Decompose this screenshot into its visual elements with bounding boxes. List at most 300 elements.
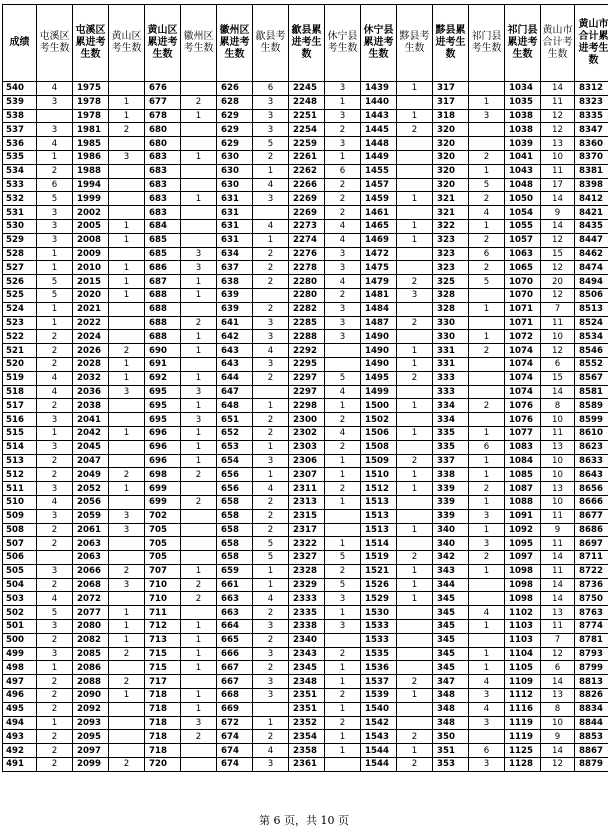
table-cell: 1490 bbox=[361, 330, 397, 344]
table-row bbox=[3, 137, 608, 151]
table-cell: 5 bbox=[37, 288, 73, 302]
table-cell: 2008 bbox=[73, 233, 109, 247]
column-header: 祁门县考生数 bbox=[469, 5, 505, 82]
table-cell: 3 bbox=[469, 758, 505, 772]
table-cell: 656 bbox=[217, 468, 253, 482]
table-cell: 3 bbox=[325, 592, 361, 606]
table-cell: 2 bbox=[37, 702, 73, 716]
table-row bbox=[3, 620, 608, 634]
table-cell: 2024 bbox=[73, 330, 109, 344]
table-cell bbox=[181, 357, 217, 371]
table-cell: 2 bbox=[325, 689, 361, 703]
table-cell bbox=[181, 206, 217, 220]
table-row bbox=[3, 606, 608, 620]
table-cell: 1 bbox=[37, 302, 73, 316]
table-cell: 1109 bbox=[505, 675, 541, 689]
table-cell: 345 bbox=[433, 620, 469, 634]
table-cell: 331 bbox=[433, 357, 469, 371]
table-row bbox=[3, 440, 608, 454]
table-cell: 11 bbox=[541, 537, 575, 551]
score-cell: 520 bbox=[3, 357, 37, 371]
table-cell: 328 bbox=[433, 302, 469, 316]
table-cell: 687 bbox=[145, 275, 181, 289]
table-cell: 654 bbox=[217, 454, 253, 468]
table-cell: 2061 bbox=[73, 523, 109, 537]
table-cell: 2315 bbox=[289, 509, 325, 523]
table-cell: 1445 bbox=[361, 123, 397, 137]
table-row bbox=[3, 150, 608, 164]
table-cell: 683 bbox=[145, 192, 181, 206]
table-cell: 12 bbox=[541, 261, 575, 275]
table-cell: 1 bbox=[253, 468, 289, 482]
table-cell: 325 bbox=[433, 275, 469, 289]
table-cell: 2 bbox=[469, 150, 505, 164]
table-cell bbox=[109, 440, 145, 454]
table-cell: 1457 bbox=[361, 178, 397, 192]
score-cell: 513 bbox=[3, 454, 37, 468]
table-cell: 651 bbox=[217, 413, 253, 427]
table-cell: 3 bbox=[253, 675, 289, 689]
table-cell bbox=[109, 316, 145, 330]
table-cell: 1443 bbox=[361, 109, 397, 123]
table-cell: 658 bbox=[217, 523, 253, 537]
table-cell: 2026 bbox=[73, 344, 109, 358]
table-cell: 4 bbox=[37, 592, 73, 606]
table-cell: 658 bbox=[217, 551, 253, 565]
table-cell: 2 bbox=[109, 344, 145, 358]
table-cell: 334 bbox=[433, 399, 469, 413]
table-cell: 3 bbox=[253, 316, 289, 330]
table-cell: 8853 bbox=[575, 730, 608, 744]
table-cell: 8750 bbox=[575, 592, 608, 606]
table-cell: 1104 bbox=[505, 647, 541, 661]
table-cell: 710 bbox=[145, 592, 181, 606]
table-cell: 644 bbox=[217, 371, 253, 385]
table-row bbox=[3, 744, 608, 758]
table-cell bbox=[181, 675, 217, 689]
table-cell: 1105 bbox=[505, 661, 541, 675]
table-cell: 1 bbox=[397, 344, 433, 358]
table-cell: 699 bbox=[145, 482, 181, 496]
table-cell: 3 bbox=[469, 109, 505, 123]
table-cell: 1 bbox=[469, 330, 505, 344]
table-row bbox=[3, 385, 608, 399]
table-cell: 3 bbox=[253, 109, 289, 123]
table-cell: 8610 bbox=[575, 426, 608, 440]
table-cell: 1 bbox=[397, 233, 433, 247]
table-cell bbox=[109, 537, 145, 551]
table-cell: 2333 bbox=[289, 592, 325, 606]
score-cell: 512 bbox=[3, 468, 37, 482]
score-cell: 503 bbox=[3, 592, 37, 606]
table-cell: 2280 bbox=[289, 288, 325, 302]
table-cell bbox=[109, 716, 145, 730]
column-header: 休宁县累进考生数 bbox=[361, 5, 397, 82]
table-cell: 1 bbox=[469, 564, 505, 578]
table-cell: 1 bbox=[325, 744, 361, 758]
table-cell: 664 bbox=[217, 620, 253, 634]
table-cell: 333 bbox=[433, 371, 469, 385]
table-cell: 629 bbox=[217, 123, 253, 137]
table-cell: 2038 bbox=[73, 399, 109, 413]
score-cell: 507 bbox=[3, 537, 37, 551]
table-cell: 1 bbox=[325, 399, 361, 413]
table-cell bbox=[181, 137, 217, 151]
table-cell: 2 bbox=[469, 482, 505, 496]
table-cell: 17 bbox=[541, 178, 575, 192]
table-cell: 631 bbox=[217, 219, 253, 233]
table-cell: 680 bbox=[145, 137, 181, 151]
table-cell: 2311 bbox=[289, 482, 325, 496]
table-cell: 1039 bbox=[505, 137, 541, 151]
table-cell: 641 bbox=[217, 316, 253, 330]
table-cell: 1495 bbox=[361, 371, 397, 385]
table-cell: 348 bbox=[433, 716, 469, 730]
table-cell: 1 bbox=[253, 564, 289, 578]
table-cell: 8623 bbox=[575, 440, 608, 454]
table-cell: 1 bbox=[469, 426, 505, 440]
table-cell: 674 bbox=[217, 744, 253, 758]
table-cell: 320 bbox=[433, 178, 469, 192]
table-cell: 2020 bbox=[73, 288, 109, 302]
table-cell: 3 bbox=[181, 716, 217, 730]
table-cell: 4 bbox=[37, 82, 73, 96]
table-row bbox=[3, 730, 608, 744]
table-cell: 1 bbox=[469, 523, 505, 537]
table-cell: 1487 bbox=[361, 316, 397, 330]
table-cell: 4 bbox=[469, 606, 505, 620]
table-cell: 2063 bbox=[73, 537, 109, 551]
table-cell: 2 bbox=[469, 399, 505, 413]
column-header: 黄山区累进考生数 bbox=[145, 5, 181, 82]
table-cell: 2093 bbox=[73, 716, 109, 730]
table-cell: 4 bbox=[469, 675, 505, 689]
table-cell: 1 bbox=[109, 426, 145, 440]
table-cell: 688 bbox=[145, 330, 181, 344]
column-header: 黟县考生数 bbox=[397, 5, 433, 82]
table-cell: 685 bbox=[145, 233, 181, 247]
table-cell: 2 bbox=[253, 661, 289, 675]
table-cell: 1 bbox=[469, 95, 505, 109]
table-cell: 1038 bbox=[505, 109, 541, 123]
table-cell bbox=[109, 399, 145, 413]
table-cell: 2 bbox=[469, 233, 505, 247]
score-cell: 517 bbox=[3, 399, 37, 413]
table-row bbox=[3, 689, 608, 703]
table-cell: 345 bbox=[433, 592, 469, 606]
table-cell: 2022 bbox=[73, 316, 109, 330]
table-cell: 1 bbox=[325, 495, 361, 509]
table-cell: 2 bbox=[397, 316, 433, 330]
table-cell: 13 bbox=[541, 689, 575, 703]
table-cell: 331 bbox=[433, 344, 469, 358]
table-cell: 2248 bbox=[289, 95, 325, 109]
table-row bbox=[3, 261, 608, 275]
score-cell: 514 bbox=[3, 440, 37, 454]
score-cell: 533 bbox=[3, 178, 37, 192]
table-cell: 1512 bbox=[361, 482, 397, 496]
table-cell: 1 bbox=[181, 454, 217, 468]
table-cell: 1455 bbox=[361, 164, 397, 178]
table-cell: 2 bbox=[253, 606, 289, 620]
table-cell: 1 bbox=[37, 316, 73, 330]
table-cell: 1035 bbox=[505, 95, 541, 109]
table-cell: 658 bbox=[217, 495, 253, 509]
table-cell: 2086 bbox=[73, 661, 109, 675]
table-cell: 1034 bbox=[505, 82, 541, 96]
table-cell: 2297 bbox=[289, 371, 325, 385]
table-cell: 666 bbox=[217, 647, 253, 661]
column-header: 徽州区累进考生数 bbox=[217, 5, 253, 82]
table-cell: 1074 bbox=[505, 357, 541, 371]
table-cell: 1095 bbox=[505, 537, 541, 551]
table-cell: 1074 bbox=[505, 385, 541, 399]
table-cell: 2 bbox=[181, 468, 217, 482]
table-cell: 3 bbox=[37, 95, 73, 109]
table-cell bbox=[397, 606, 433, 620]
table-cell: 1 bbox=[109, 357, 145, 371]
table-cell: 1 bbox=[253, 164, 289, 178]
table-cell: 340 bbox=[433, 537, 469, 551]
table-cell: 6 bbox=[469, 744, 505, 758]
table-cell: 1 bbox=[109, 482, 145, 496]
table-cell: 2307 bbox=[289, 468, 325, 482]
table-cell: 1 bbox=[325, 150, 361, 164]
table-cell: 3 bbox=[181, 385, 217, 399]
score-cell: 505 bbox=[3, 564, 37, 578]
table-cell: 323 bbox=[433, 261, 469, 275]
table-cell: 1 bbox=[109, 109, 145, 123]
table-row bbox=[3, 344, 608, 358]
table-cell bbox=[253, 288, 289, 302]
table-cell bbox=[325, 633, 361, 647]
table-cell: 2269 bbox=[289, 206, 325, 220]
table-cell: 8781 bbox=[575, 633, 608, 647]
table-cell: 1 bbox=[37, 247, 73, 261]
table-cell: 2335 bbox=[289, 606, 325, 620]
table-cell: 8581 bbox=[575, 385, 608, 399]
table-cell: 2 bbox=[469, 551, 505, 565]
table-cell: 1513 bbox=[361, 523, 397, 537]
table-cell: 321 bbox=[433, 192, 469, 206]
column-header: 黟县累进考生数 bbox=[433, 5, 469, 82]
table-cell: 6 bbox=[253, 82, 289, 96]
table-row bbox=[3, 675, 608, 689]
table-cell: 1077 bbox=[505, 426, 541, 440]
table-cell: 698 bbox=[145, 468, 181, 482]
table-cell: 11 bbox=[541, 95, 575, 109]
table-cell: 1519 bbox=[361, 551, 397, 565]
table-cell: 2036 bbox=[73, 385, 109, 399]
table-cell: 2 bbox=[325, 192, 361, 206]
table-cell: 1448 bbox=[361, 137, 397, 151]
table-cell bbox=[109, 247, 145, 261]
table-row bbox=[3, 95, 608, 109]
table-cell: 665 bbox=[217, 633, 253, 647]
table-cell: 10 bbox=[541, 495, 575, 509]
score-cell: 519 bbox=[3, 371, 37, 385]
table-cell: 2068 bbox=[73, 578, 109, 592]
table-cell: 2 bbox=[37, 164, 73, 178]
table-cell bbox=[181, 219, 217, 233]
table-cell: 330 bbox=[433, 316, 469, 330]
table-cell: 2292 bbox=[289, 344, 325, 358]
score-cell: 509 bbox=[3, 509, 37, 523]
table-cell: 3 bbox=[109, 578, 145, 592]
table-cell: 718 bbox=[145, 702, 181, 716]
table-cell: 1440 bbox=[361, 95, 397, 109]
table-cell bbox=[397, 261, 433, 275]
table-cell bbox=[469, 371, 505, 385]
table-cell: 1 bbox=[37, 426, 73, 440]
table-cell: 3 bbox=[37, 219, 73, 233]
table-cell: 335 bbox=[433, 440, 469, 454]
table-cell: 1533 bbox=[361, 633, 397, 647]
table-row bbox=[3, 702, 608, 716]
table-cell: 688 bbox=[145, 288, 181, 302]
table-cell: 348 bbox=[433, 689, 469, 703]
table-cell: 1 bbox=[397, 399, 433, 413]
score-cell: 504 bbox=[3, 578, 37, 592]
table-cell: 1544 bbox=[361, 744, 397, 758]
table-cell: 685 bbox=[145, 247, 181, 261]
table-cell bbox=[397, 495, 433, 509]
table-cell: 678 bbox=[145, 109, 181, 123]
table-cell: 2 bbox=[325, 413, 361, 427]
table-cell: 639 bbox=[217, 288, 253, 302]
table-cell: 1 bbox=[397, 564, 433, 578]
table-cell: 715 bbox=[145, 661, 181, 675]
table-cell: 2 bbox=[109, 675, 145, 689]
table-cell: 1 bbox=[181, 399, 217, 413]
table-cell: 2340 bbox=[289, 633, 325, 647]
table-cell: 2056 bbox=[73, 495, 109, 509]
table-cell: 2302 bbox=[289, 426, 325, 440]
table-cell: 1 bbox=[253, 233, 289, 247]
table-row bbox=[3, 178, 608, 192]
table-row bbox=[3, 82, 608, 96]
table-cell: 2090 bbox=[73, 689, 109, 703]
table-cell: 1 bbox=[397, 426, 433, 440]
table-cell: 1125 bbox=[505, 744, 541, 758]
table-cell: 3 bbox=[109, 509, 145, 523]
table-cell: 2254 bbox=[289, 123, 325, 137]
table-cell: 2047 bbox=[73, 454, 109, 468]
table-cell: 8546 bbox=[575, 344, 608, 358]
score-cell: 518 bbox=[3, 385, 37, 399]
table-cell: 720 bbox=[145, 758, 181, 772]
table-cell: 2 bbox=[181, 592, 217, 606]
table-cell bbox=[109, 302, 145, 316]
table-cell: 350 bbox=[433, 730, 469, 744]
table-cell: 8435 bbox=[575, 219, 608, 233]
table-cell: 1 bbox=[253, 578, 289, 592]
table-cell: 8447 bbox=[575, 233, 608, 247]
table-cell: 3 bbox=[37, 620, 73, 634]
table-cell: 3 bbox=[37, 564, 73, 578]
table-cell: 2 bbox=[253, 275, 289, 289]
table-cell: 318 bbox=[433, 109, 469, 123]
table-cell bbox=[253, 385, 289, 399]
score-cell: 506 bbox=[3, 551, 37, 565]
table-cell: 1 bbox=[181, 275, 217, 289]
table-cell: 1 bbox=[181, 371, 217, 385]
table-cell: 3 bbox=[37, 440, 73, 454]
table-cell: 2 bbox=[37, 399, 73, 413]
table-cell: 3 bbox=[397, 288, 433, 302]
table-cell bbox=[397, 620, 433, 634]
table-cell: 15 bbox=[541, 247, 575, 261]
table-cell: 8774 bbox=[575, 620, 608, 634]
table-cell bbox=[469, 730, 505, 744]
table-cell bbox=[397, 302, 433, 316]
table-cell: 1 bbox=[109, 95, 145, 109]
score-cell: 531 bbox=[3, 206, 37, 220]
score-cell: 535 bbox=[3, 150, 37, 164]
table-cell: 2297 bbox=[289, 385, 325, 399]
table-cell: 1050 bbox=[505, 192, 541, 206]
table-row bbox=[3, 192, 608, 206]
table-cell: 656 bbox=[217, 482, 253, 496]
table-cell: 2 bbox=[253, 426, 289, 440]
score-cell: 537 bbox=[3, 123, 37, 137]
table-cell: 345 bbox=[433, 606, 469, 620]
table-cell: 3 bbox=[325, 247, 361, 261]
table-cell: 2 bbox=[397, 758, 433, 772]
table-cell: 1 bbox=[109, 219, 145, 233]
table-cell: 12 bbox=[541, 344, 575, 358]
score-cell: 538 bbox=[3, 109, 37, 123]
table-cell: 2041 bbox=[73, 413, 109, 427]
table-cell: 3 bbox=[325, 82, 361, 96]
table-cell bbox=[325, 523, 361, 537]
score-cell: 499 bbox=[3, 647, 37, 661]
table-cell: 1084 bbox=[505, 454, 541, 468]
table-cell: 1 bbox=[469, 468, 505, 482]
table-row bbox=[3, 219, 608, 233]
table-cell: 652 bbox=[217, 426, 253, 440]
table-cell: 1539 bbox=[361, 689, 397, 703]
table-cell: 1063 bbox=[505, 247, 541, 261]
table-cell: 2092 bbox=[73, 702, 109, 716]
table-cell: 14 bbox=[541, 82, 575, 96]
table-row bbox=[3, 302, 608, 316]
table-cell: 1529 bbox=[361, 592, 397, 606]
table-cell: 8370 bbox=[575, 150, 608, 164]
table-cell: 4 bbox=[325, 219, 361, 233]
table-cell: 1533 bbox=[361, 620, 397, 634]
table-cell: 1098 bbox=[505, 564, 541, 578]
table-cell: 5 bbox=[325, 578, 361, 592]
table-cell bbox=[397, 633, 433, 647]
table-cell: 2278 bbox=[289, 261, 325, 275]
table-cell: 2295 bbox=[289, 357, 325, 371]
table-cell: 659 bbox=[217, 564, 253, 578]
table-cell: 2261 bbox=[289, 150, 325, 164]
score-cell: 496 bbox=[3, 689, 37, 703]
table-cell: 2099 bbox=[73, 758, 109, 772]
table-cell: 1536 bbox=[361, 661, 397, 675]
table-cell: 2313 bbox=[289, 495, 325, 509]
table-cell: 1 bbox=[397, 357, 433, 371]
table-row bbox=[3, 551, 608, 565]
table-cell: 8844 bbox=[575, 716, 608, 730]
score-table bbox=[2, 4, 608, 772]
table-cell: 1 bbox=[109, 288, 145, 302]
table-cell: 2 bbox=[37, 454, 73, 468]
table-cell: 8534 bbox=[575, 330, 608, 344]
table-row bbox=[3, 758, 608, 772]
